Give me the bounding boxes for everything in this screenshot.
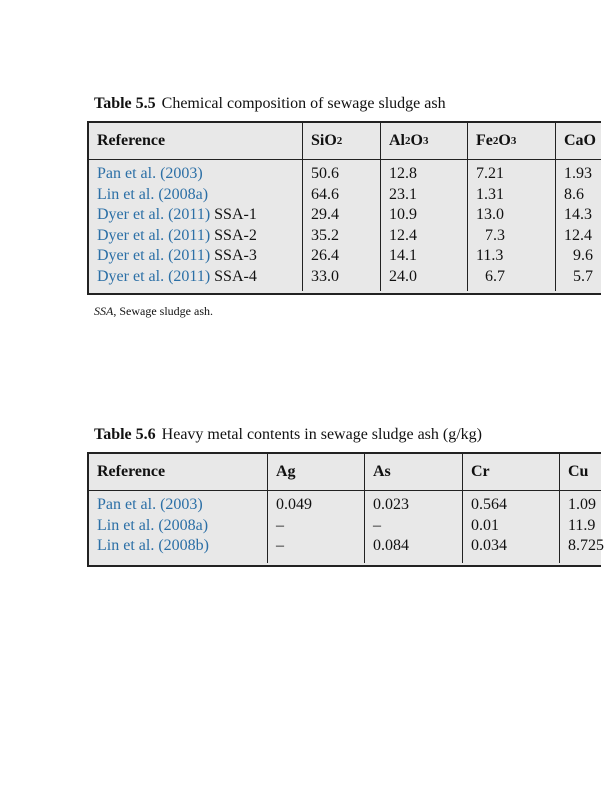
cell-sio2: 33.0 [311, 267, 339, 285]
column-ag [268, 491, 365, 563]
column-as [365, 491, 463, 563]
cell-fe2o3: 11.3 [476, 247, 504, 264]
cell-cr: 0.034 [471, 537, 507, 554]
cell-ag: – [276, 516, 284, 534]
table-row: Dyer et al. (2011) SSA-2 [97, 226, 257, 244]
footnote-abbreviation: SSA [94, 304, 114, 318]
reference-link[interactable]: Lin et al. (2008a) [97, 516, 209, 534]
table-header [89, 454, 601, 491]
cell-fe2o3: 13.0 [476, 206, 504, 223]
reference-link[interactable]: Dyer et al. (2011) [97, 247, 211, 264]
cell-sio2: 50.6 [311, 165, 339, 182]
reference-link[interactable]: Dyer et al. (2011) [97, 226, 211, 244]
cell-cao: 1.93 [564, 165, 592, 182]
cell-cao: 14.3 [564, 206, 592, 223]
column-cr [463, 491, 560, 563]
table-body [89, 491, 604, 563]
cell-al2o3: 10.9 [389, 206, 417, 223]
table-row [97, 516, 267, 537]
table-5-5 [87, 121, 601, 295]
cell-sio2: 29.4 [311, 206, 339, 223]
header-fe2o3: Fe 2 O 3 [468, 123, 556, 159]
column-fe2o3 [468, 160, 556, 291]
header-ag: Ag [268, 454, 365, 490]
header-reference: Reference [89, 123, 303, 159]
table-body [89, 160, 601, 287]
table-row [97, 164, 302, 185]
header-cr: Cr [463, 454, 560, 490]
table-title: Chemical composition of sewage sludge ash [161, 95, 446, 112]
table-row: Dyer et al. (2011) SSA-3 [97, 247, 257, 264]
column-cao [556, 164, 599, 287]
cell-ag: – [276, 537, 284, 554]
reference-link[interactable]: Dyer et al. (2011) [97, 206, 211, 223]
table-5-5-caption [94, 95, 446, 113]
cell-cao: 8.6 [564, 185, 584, 203]
reference-link[interactable]: Lin et al. (2008a) [97, 185, 209, 203]
column-reference [89, 160, 303, 291]
table-title: Heavy metal contents in sewage sludge ash (g/kg) [161, 426, 483, 443]
cell-fe2o3: 1.31 [476, 185, 504, 203]
cell-al2o3: 12.4 [389, 226, 417, 244]
footnote-text: , Sewage sludge ash. [113, 304, 213, 318]
reference-link[interactable]: Pan et al. (2003) [97, 496, 203, 513]
cell-cr: 0.01 [471, 516, 499, 534]
table-row [97, 495, 267, 516]
cell-cu: 1.09 [568, 496, 596, 513]
cell-cr: 0.564 [471, 496, 507, 513]
cell-al2o3: 24.0 [389, 267, 417, 285]
cell-sio2: 64.6 [311, 185, 339, 203]
cell-sio2: 26.4 [311, 247, 339, 264]
header-al2o3: Al 2 O 3 [381, 123, 468, 159]
cell-al2o3: 23.1 [389, 185, 417, 203]
cell-sio2: 35.2 [311, 226, 339, 244]
cell-as: 0.023 [373, 496, 409, 513]
header-reference: Reference [89, 454, 268, 490]
cell-cao: 9.6 [573, 247, 593, 264]
table-5-5-footnote [94, 304, 213, 319]
cell-fe2o3: 6.7 [485, 267, 505, 285]
table-row: Dyer et al. (2011) SSA-4 [97, 267, 257, 285]
table-row [97, 185, 302, 206]
cell-fe2o3: 7.21 [476, 165, 504, 182]
cell-al2o3: 14.1 [389, 247, 417, 264]
header-cu: Cu [568, 463, 589, 480]
header-as: As [365, 454, 463, 490]
cell-cu: 8.725 [568, 537, 604, 554]
table-5-6-caption [94, 426, 482, 444]
cell-as: 0.084 [373, 537, 409, 554]
column-sio2 [303, 160, 381, 291]
reference-link[interactable]: Lin et al. (2008b) [97, 537, 209, 554]
header-cao: CaO [564, 132, 596, 149]
table-row: Dyer et al. (2011) SSA-1 [97, 206, 257, 223]
column-cu [560, 491, 604, 563]
cell-fe2o3: 7.3 [485, 226, 505, 244]
cell-as: – [373, 516, 381, 534]
cell-cao: 5.7 [573, 267, 593, 285]
column-reference [89, 491, 268, 563]
reference-link[interactable]: Dyer et al. (2011) [97, 267, 211, 285]
cell-ag: 0.049 [276, 496, 312, 513]
table-label: Table 5.6 [94, 426, 156, 443]
column-al2o3 [381, 160, 468, 291]
cell-cu: 11.9 [568, 516, 596, 534]
table-label: Table 5.5 [94, 95, 156, 112]
header-sio2: SiO 2 [303, 123, 381, 159]
table-row [97, 536, 267, 557]
table-header [89, 123, 601, 160]
reference-link[interactable]: Pan et al. (2003) [97, 165, 203, 182]
table-5-6 [87, 452, 604, 567]
cell-cao: 12.4 [564, 226, 592, 244]
cell-al2o3: 12.8 [389, 165, 417, 182]
